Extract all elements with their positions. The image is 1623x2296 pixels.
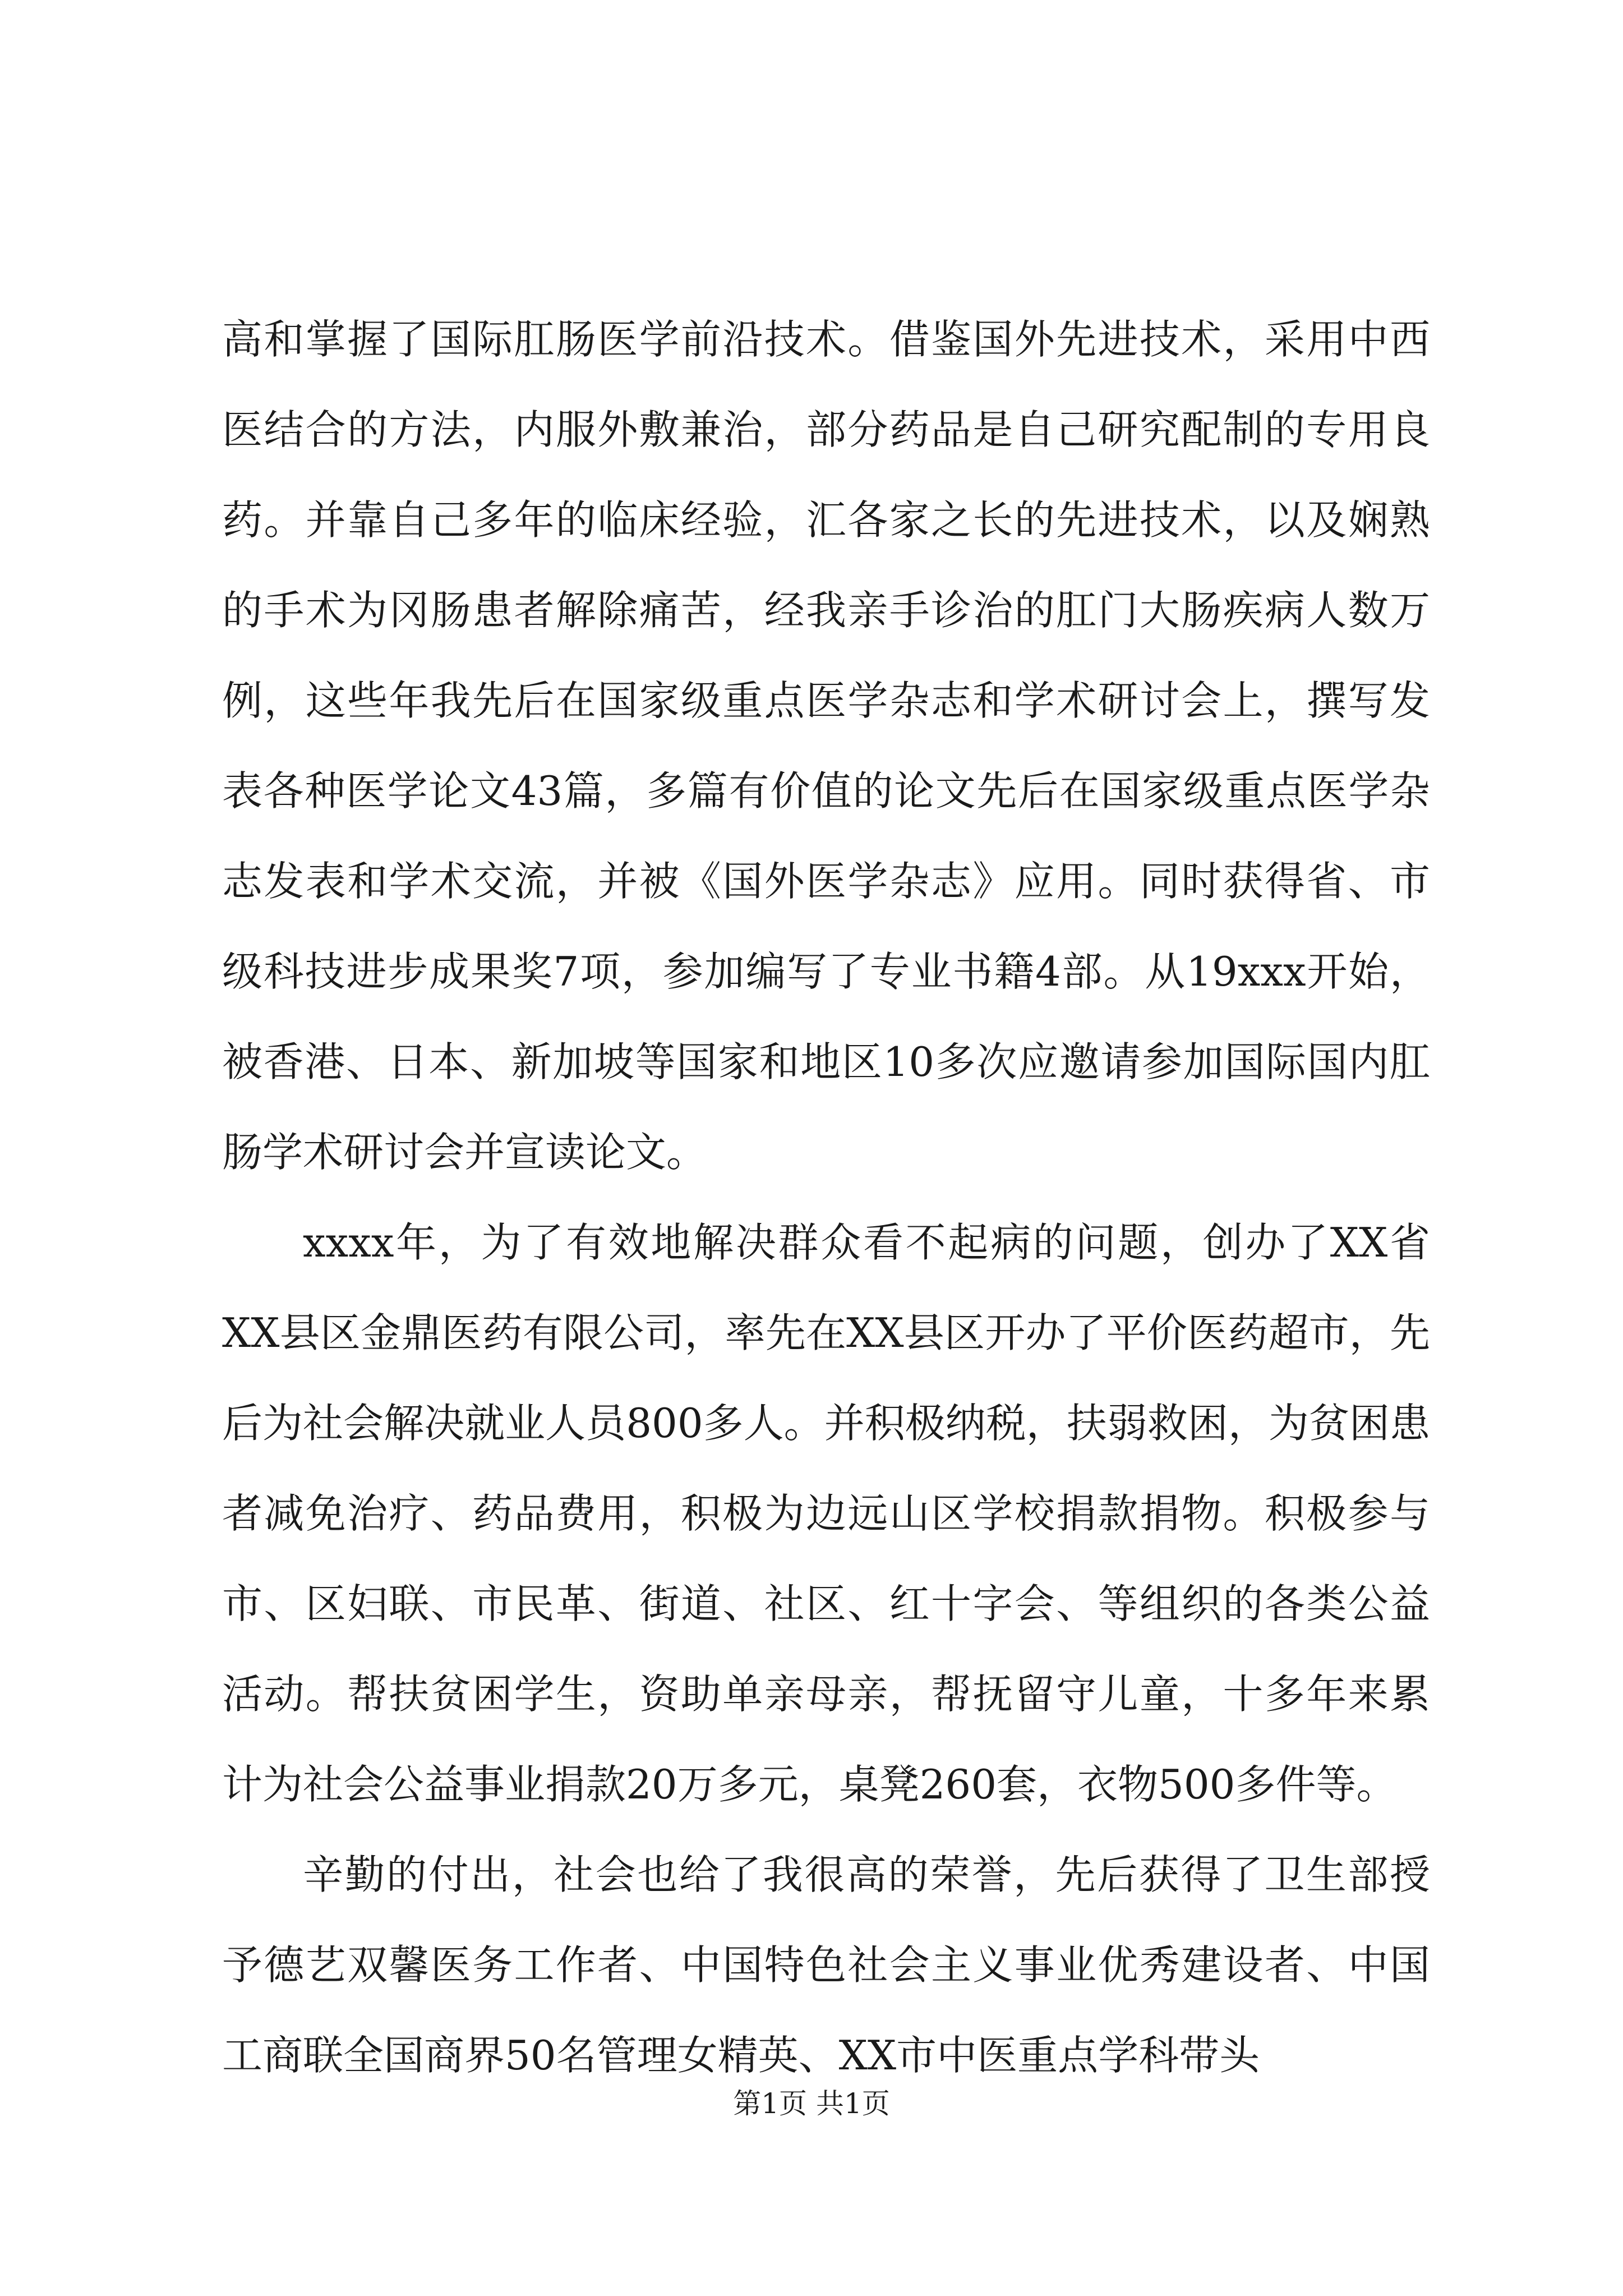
paragraph-1: 高和掌握了国际肛肠医学前沿技术。借鉴国外先进技术，采用中西医结合的方法，内服外敷兼治，部分药品是自己研究配制的专用良药。并靠自己多年的临床经验，汇各家之长的先进技术，以及娴熟的手术为冈肠患者解除痛苦，经我亲手诊治的肛门大肠疾病人数万例，这些年我先后在国家级重点医学杂志和学术研讨会上，撰写发表各种医学论文43篇，多篇有价值的论文先后在国家级重点医学杂志发表和学术交流，并被《国外医学杂志》应用。同时获得省、市级科技进步成果奖7项，参加编写了专业书籍4部。从19xxx开始，被香港、日本、新加坡等国家和地区10多次应邀请参加国际国内肛肠学术研讨会并宣读论文。 [222, 316, 1430, 1176]
paragraph-3: 辛勤的付出，社会也给了我很高的荣誉，先后获得了卫生部授予德艺双馨医务工作者、中国特色社会主义事业优秀建设者、中国工商联全国商界50名管理女精英、XX市中医重点学科带头 [222, 1851, 1430, 2079]
page-footer: 第1页 共1页 [733, 2087, 890, 2120]
document-body [222, 295, 1430, 2101]
paragraph-2: xxxx年，为了有效地解决群众看不起病的问题，创办了XX省XX县区金鼎医药有限公司，率先在XX县区开办了平价医药超市，先后为社会解决就业人员800多人。并积极纳税，扶弱救困，为贫困患者减免治疗、药品费用，积极为边远山区学校捐款捐物。积极参与市、区妇联、市民革、街道、社区、红十字会、等组织的各类公益活动。帮扶贫困学生，资助单亲母亲，帮抚留守儿童，十多年来累计为社会公益事业捐款20万多元，桌凳260套，衣物500多件等。 [222, 1219, 1430, 1808]
